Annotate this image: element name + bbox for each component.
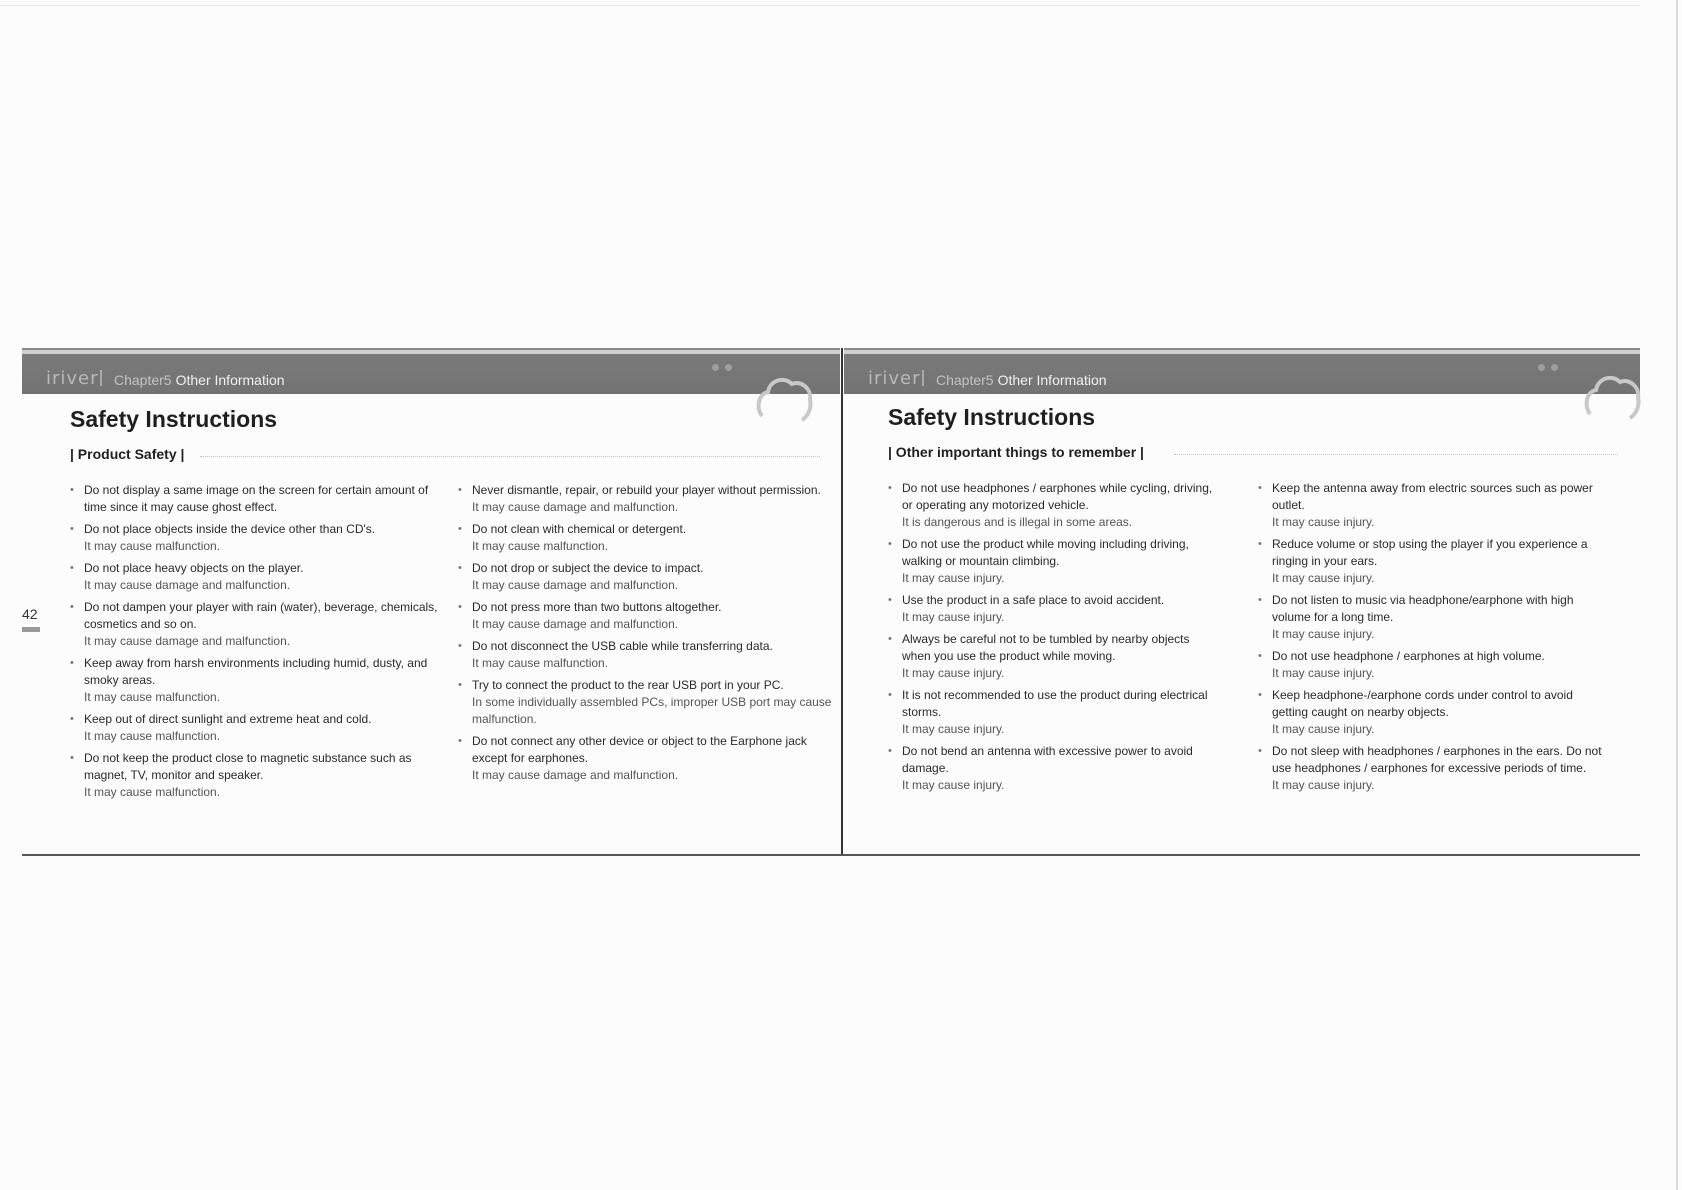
safety-item-text: Always be careful not to be tumbled by nearby objects when you use the product while moving. [902, 632, 1190, 663]
safety-item [1258, 687, 1608, 738]
bullet-icon: • [458, 679, 462, 691]
decorative-dots [712, 358, 742, 366]
safety-list-column-2 [458, 482, 833, 789]
bullet-icon: • [70, 657, 74, 669]
safety-item-text: Use the product in a safe place to avoid accident. [902, 593, 1165, 607]
safety-item-note: It may cause injury. [902, 610, 1005, 624]
bullet-icon: • [888, 538, 892, 550]
manual-spread [22, 348, 1640, 856]
bullet-icon: • [1258, 482, 1262, 494]
chapter-title: Other Information [997, 372, 1107, 388]
safety-item [1258, 536, 1608, 587]
page-number: 42 [22, 606, 38, 622]
safety-item [888, 743, 1218, 794]
bullet-icon: • [888, 594, 892, 606]
safety-item [458, 560, 833, 594]
bullet-icon: • [70, 601, 74, 613]
safety-item [1258, 648, 1608, 682]
chapter-header-bar [844, 348, 1640, 394]
page-title: Safety Instructions [888, 404, 1096, 430]
safety-item [1258, 592, 1608, 643]
safety-item [458, 482, 833, 516]
safety-item-text: Do not place objects inside the device other than CD's. [84, 522, 376, 536]
safety-item-note: It may cause damage and malfunction. [472, 578, 679, 592]
bullet-icon: • [1258, 538, 1262, 550]
safety-item-note: It may cause malfunction. [84, 539, 221, 553]
safety-item [888, 687, 1218, 738]
safety-item-text: Do not use the product while moving including driving, walking or mountain climbing. [902, 537, 1189, 568]
bullet-icon: • [458, 523, 462, 535]
cloud-icon [1582, 370, 1644, 422]
safety-item-text: Do not dampen your player with rain (water), beverage, chemicals, cosmetics and so on. [84, 600, 438, 631]
left-page [22, 348, 840, 854]
safety-item [70, 711, 440, 745]
safety-item-text: Do not use headphone / earphones at high volume. [1272, 649, 1545, 663]
brand-logo: iriver [868, 368, 921, 389]
bullet-icon: • [70, 713, 74, 725]
safety-item-note: It may cause malfunction. [472, 656, 609, 670]
chapter-label [936, 372, 1107, 388]
bullet-icon: • [1258, 745, 1262, 757]
safety-item-note: It may cause injury. [902, 571, 1005, 585]
safety-item [888, 480, 1218, 531]
header-separator [922, 370, 924, 386]
safety-list-column-1 [888, 480, 1218, 799]
bullet-icon: • [70, 752, 74, 764]
safety-item-text: Do not display a same image on the screen for certain amount of time since it may cause ghost effect. [84, 483, 429, 514]
safety-item [1258, 480, 1608, 531]
safety-item [888, 592, 1218, 626]
cloud-icon [754, 372, 816, 424]
page-title: Safety Instructions [70, 406, 278, 432]
bullet-icon: • [888, 689, 892, 701]
safety-item-text: Keep out of direct sunlight and extreme heat and cold. [84, 712, 372, 726]
safety-item-text: Do not clean with chemical or detergent. [472, 522, 687, 536]
section-subtitle: | Other important things to remember | [888, 444, 1144, 460]
dotted-rule [1174, 454, 1618, 455]
safety-item-text: Keep the antenna away from electric sources such as power outlet. [1272, 481, 1593, 512]
safety-item-note: It may cause malfunction. [472, 539, 609, 553]
safety-item [70, 750, 440, 801]
safety-item-note: It may cause injury. [902, 666, 1005, 680]
bullet-icon: • [1258, 689, 1262, 701]
safety-item-text: Do not connect any other device or object to the Earphone jack except for earphones. [472, 734, 807, 765]
safety-item-note: It may cause injury. [1272, 778, 1375, 792]
header-separator [100, 370, 102, 386]
page-gutter [841, 348, 843, 856]
safety-item-text: Do not press more than two buttons altogether. [472, 600, 722, 614]
scan-right-edge [1676, 0, 1678, 1190]
chapter-label [114, 372, 285, 388]
safety-item-note: It may cause damage and malfunction. [84, 634, 291, 648]
safety-item-text: Keep headphone-/earphone cords under control to avoid getting caught on nearby objects. [1272, 688, 1573, 719]
safety-item-text: Do not keep the product close to magnetic substance such as magnet, TV, monitor and speaker. [84, 751, 412, 782]
safety-item-text: It is not recommended to use the product during electrical storms. [902, 688, 1208, 719]
safety-list-column-1 [70, 482, 440, 806]
safety-item-text: Reduce volume or stop using the player if you experience a ringing in your ears. [1272, 537, 1588, 568]
bullet-icon: • [458, 484, 462, 496]
safety-item-text: Try to connect the product to the rear USB port in your PC. [472, 678, 784, 692]
safety-item-note: It is dangerous and is illegal in some areas. [902, 515, 1133, 529]
bullet-icon: • [70, 562, 74, 574]
safety-item [1258, 743, 1608, 794]
safety-item [70, 599, 440, 650]
safety-item-note: It may cause injury. [902, 722, 1005, 736]
safety-item [70, 482, 440, 516]
safety-item [458, 521, 833, 555]
safety-item-text: Do not sleep with headphones / earphones in the ears. Do not use headphones / earphones for excessive periods of time. [1272, 744, 1602, 775]
safety-item-note: It may cause damage and malfunction. [472, 500, 679, 514]
chapter-number: Chapter5 [936, 372, 994, 388]
safety-item-note: It may cause injury. [902, 778, 1005, 792]
safety-item-note: It may cause damage and malfunction. [84, 578, 291, 592]
safety-item [70, 655, 440, 706]
decorative-dots [1538, 358, 1568, 366]
safety-item-text: Never dismantle, repair, or rebuild your player without permission. [472, 483, 821, 497]
bullet-icon: • [458, 735, 462, 747]
safety-item-note: It may cause malfunction. [84, 785, 221, 799]
safety-item-text: Keep away from harsh environments including humid, dusty, and smoky areas. [84, 656, 428, 687]
safety-item-note: It may cause malfunction. [84, 690, 221, 704]
scan-top-edge [0, 5, 1640, 6]
safety-item [888, 631, 1218, 682]
bullet-icon: • [888, 745, 892, 757]
safety-item-note: It may cause injury. [1272, 666, 1375, 680]
safety-item [458, 599, 833, 633]
chapter-number: Chapter5 [114, 372, 172, 388]
safety-item-text: Do not disconnect the USB cable while transferring data. [472, 639, 773, 653]
safety-item-text: Do not place heavy objects on the player. [84, 561, 304, 575]
bullet-icon: • [458, 562, 462, 574]
section-subtitle: | Product Safety | [70, 446, 185, 462]
safety-item-note: It may cause injury. [1272, 722, 1375, 736]
safety-item-text: Do not bend an antenna with excessive power to avoid damage. [902, 744, 1193, 775]
safety-item-note: It may cause damage and malfunction. [472, 617, 679, 631]
safety-item-note: In some individually assembled PCs, improper USB port may cause malfunction. [472, 695, 832, 726]
safety-item [458, 638, 833, 672]
safety-item-text: Do not drop or subject the device to impact. [472, 561, 704, 575]
safety-item [458, 677, 833, 728]
bullet-icon: • [458, 601, 462, 613]
safety-item-text: Do not use headphones / earphones while cycling, driving, or operating any motorized vehicle. [902, 481, 1213, 512]
safety-item-note: It may cause injury. [1272, 627, 1375, 641]
bullet-icon: • [888, 633, 892, 645]
bottom-rule [22, 854, 1640, 856]
bullet-icon: • [1258, 594, 1262, 606]
safety-item [70, 560, 440, 594]
safety-item-note: It may cause injury. [1272, 515, 1375, 529]
bullet-icon: • [458, 640, 462, 652]
brand-logo: iriver [46, 368, 99, 389]
chapter-title: Other Information [175, 372, 285, 388]
safety-item [888, 536, 1218, 587]
bullet-icon: • [888, 482, 892, 494]
safety-item [70, 521, 440, 555]
safety-item-note: It may cause injury. [1272, 571, 1375, 585]
right-page [844, 348, 1640, 854]
safety-item-note: It may cause malfunction. [84, 729, 221, 743]
bullet-icon: • [70, 523, 74, 535]
safety-item-note: It may cause damage and malfunction. [472, 768, 679, 782]
safety-item-text: Do not listen to music via headphone/earphone with high volume for a long time. [1272, 593, 1574, 624]
safety-list-column-2 [1258, 480, 1608, 799]
bullet-icon: • [70, 484, 74, 496]
bullet-icon: • [1258, 650, 1262, 662]
dotted-rule [200, 456, 820, 457]
safety-item [458, 733, 833, 784]
chapter-header-bar [22, 348, 840, 394]
